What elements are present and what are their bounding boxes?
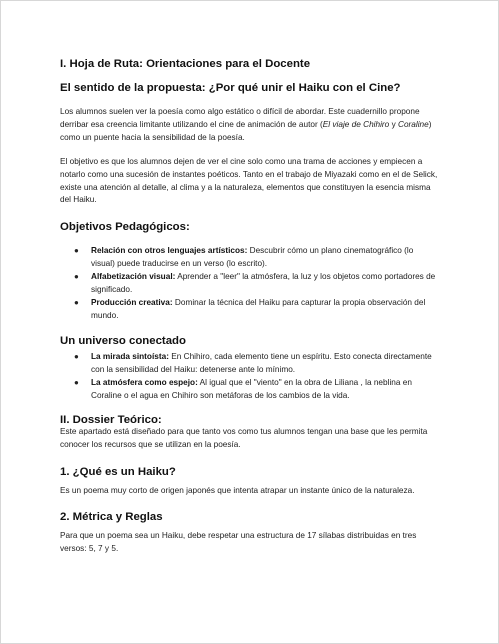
objective-text: Dominar la técnica del Haiku para capturar la propia observación del mundo. xyxy=(91,297,426,320)
universe-text: En Chihiro, cada elemento tiene un espíritu. Esto conecta directamente con la sensibilidad del Haiku: detenerse ante lo mínimo. xyxy=(91,351,432,374)
universe-text: Al igual que el "viento" en la obra de Liliana , la neblina en Coraline o el agua en Chihiro son metáforas de los cambios de la vida. xyxy=(91,377,412,400)
objective-text: Aprender a "leer" la atmósfera, la luz y los objetos como portadores de significado. xyxy=(91,272,436,295)
list-item xyxy=(60,271,438,297)
dossier-heading: II. Dossier Teórico: xyxy=(60,414,162,427)
roadmap-heading: I. Hoja de Ruta: Orientaciones para el Docente xyxy=(60,58,311,70)
list-item xyxy=(60,377,438,403)
purpose-text-b: y xyxy=(389,119,398,129)
purpose-text-c: ) como un puente hacia la sensibilidad de la poesía. xyxy=(60,119,432,142)
list-item xyxy=(60,297,438,323)
meter-text: Para que un poema sea un Haiku, debe respetar una estructura de 17 sílabas distribuidas en tres versos: 5, 7 y 5. xyxy=(60,531,417,554)
universe-term: La mirada sintoísta: xyxy=(91,351,169,361)
bullet-icon: ● xyxy=(74,377,79,387)
objective-term: Producción creativa: xyxy=(91,297,173,307)
universe-heading: Un universo conectado xyxy=(60,334,186,347)
purpose-text-a: Los alumnos suelen ver la poesía como algo estático o difícil de abordar. Este cuadernillo propone derribar esa creencia limitante utilizando el cine de animación de autor ( xyxy=(60,107,420,129)
universe-list xyxy=(60,351,438,403)
bullet-icon: ● xyxy=(74,351,79,361)
objectives-list xyxy=(60,245,438,322)
bullet-icon: ● xyxy=(74,272,79,282)
bullet-icon: ● xyxy=(74,297,79,307)
objective-term: Alfabetización visual: xyxy=(91,272,176,282)
bullet-icon: ● xyxy=(74,246,79,256)
haiku-definition-text: Es un poema muy corto de origen japonés que intenta atrapar un instante único de la naturaleza. xyxy=(60,486,415,496)
objective-term: Relación con otros lenguajes artísticos: xyxy=(91,246,248,256)
objectives-heading: Objetivos Pedagógicos: xyxy=(60,221,190,234)
purpose-heading: El sentido de la propuesta: ¿Por qué unir el Haiku con el Cine? xyxy=(60,82,401,94)
dossier-text: Este apartado está diseñado para que tanto vos como tus alumnos tengan una base que les permita conocer los recursos que se utilizan en la poesía. xyxy=(60,427,428,450)
universe-term: La atmósfera como espejo: xyxy=(91,377,198,387)
meter-heading: 2. Métrica y Reglas xyxy=(60,511,163,524)
film-title-coraline: Coraline xyxy=(398,119,429,129)
film-title-chihiro: El viaje de Chihiro xyxy=(322,119,390,129)
document-page xyxy=(60,58,438,556)
purpose-paragraph-1 xyxy=(60,106,438,145)
list-item xyxy=(60,245,438,271)
haiku-definition-heading: 1. ¿Qué es un Haiku? xyxy=(60,466,176,479)
list-item xyxy=(60,351,438,377)
purpose-paragraph-2: El objetivo es que los alumnos dejen de ver el cine solo como una trama de acciones y empiecen a notarlo como una sucesión de instantes poéticos. Tanto en el trabajo de Miyazaki como en el de Selick, existe una atención al detalle, al clima y a la naturaleza, elementos que constituyen la esencia misma del Haiku. xyxy=(60,156,438,205)
objective-text: Descubrir cómo un plano cinematográfico (lo visual) puede traducirse en un verso (lo escrito). xyxy=(91,246,414,269)
